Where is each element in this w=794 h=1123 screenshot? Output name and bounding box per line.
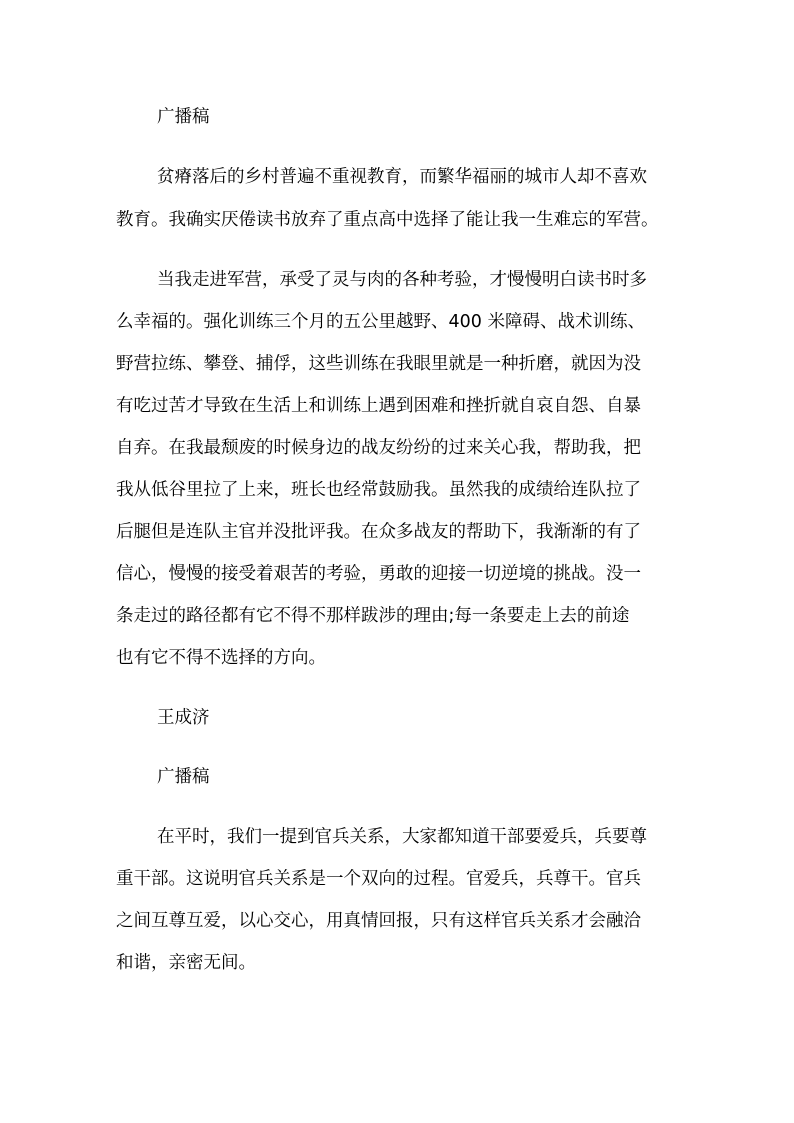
paragraph-line: 也有它不得不选择的方向。 [116, 648, 326, 668]
paragraph-line: 和谐，亲密无间。 [116, 953, 256, 973]
paragraph-line: 自弃。在我最颓废的时候身边的战友纷纷的过来关心我，帮助我，把 [116, 438, 641, 458]
section-title: 广播稿 [157, 107, 210, 127]
paragraph-line: 后腿但是连队主官并没批评我。在众多战友的帮助下，我渐渐的有了 [116, 522, 641, 542]
paragraph-line: 么幸福的。强化训练三个月的五公里越野、400 米障碍、战术训练、 [116, 312, 645, 332]
paragraph-line: 有吃过苦才导致在生活上和训练上遇到困难和挫折就自哀自怨、自暴 [116, 396, 641, 416]
paragraph-line: 教育。我确实厌倦读书放弃了重点高中选择了能让我一生难忘的军营。 [116, 210, 659, 230]
paragraph-line: 贫瘠落后的乡村普遍不重视教育，而繁华福丽的城市人却不喜欢 [157, 167, 647, 187]
section-title: 广播稿 [157, 767, 210, 787]
paragraph-line: 我从低谷里拉了上来，班长也经常鼓励我。虽然我的成绩给连队拉了 [116, 480, 641, 500]
paragraph-line: 条走过的路径都有它不得不那样跋涉的理由;每一条要走上去的前途 [116, 606, 630, 626]
paragraph-line: 在平时，我们一提到官兵关系，大家都知道干部要爱兵，兵要尊 [157, 827, 647, 847]
paragraph-line: 当我走进军营，承受了灵与肉的各种考验，才慢慢明白读书时多 [157, 270, 647, 290]
paragraph-line: 野营拉练、攀登、捕俘，这些训练在我眼里就是一种折磨，就因为没 [116, 354, 641, 374]
paragraph-line: 之间互尊互爱，以心交心，用真情回报，只有这样官兵关系才会融洽 [116, 911, 641, 931]
paragraph-line: 信心，慢慢的接受着艰苦的考验，勇敢的迎接一切逆境的挑战。没一 [116, 564, 641, 584]
paragraph-line: 重干部。这说明官兵关系是一个双向的过程。官爱兵，兵尊干。官兵 [116, 869, 641, 889]
author-name: 王成济 [157, 708, 210, 728]
